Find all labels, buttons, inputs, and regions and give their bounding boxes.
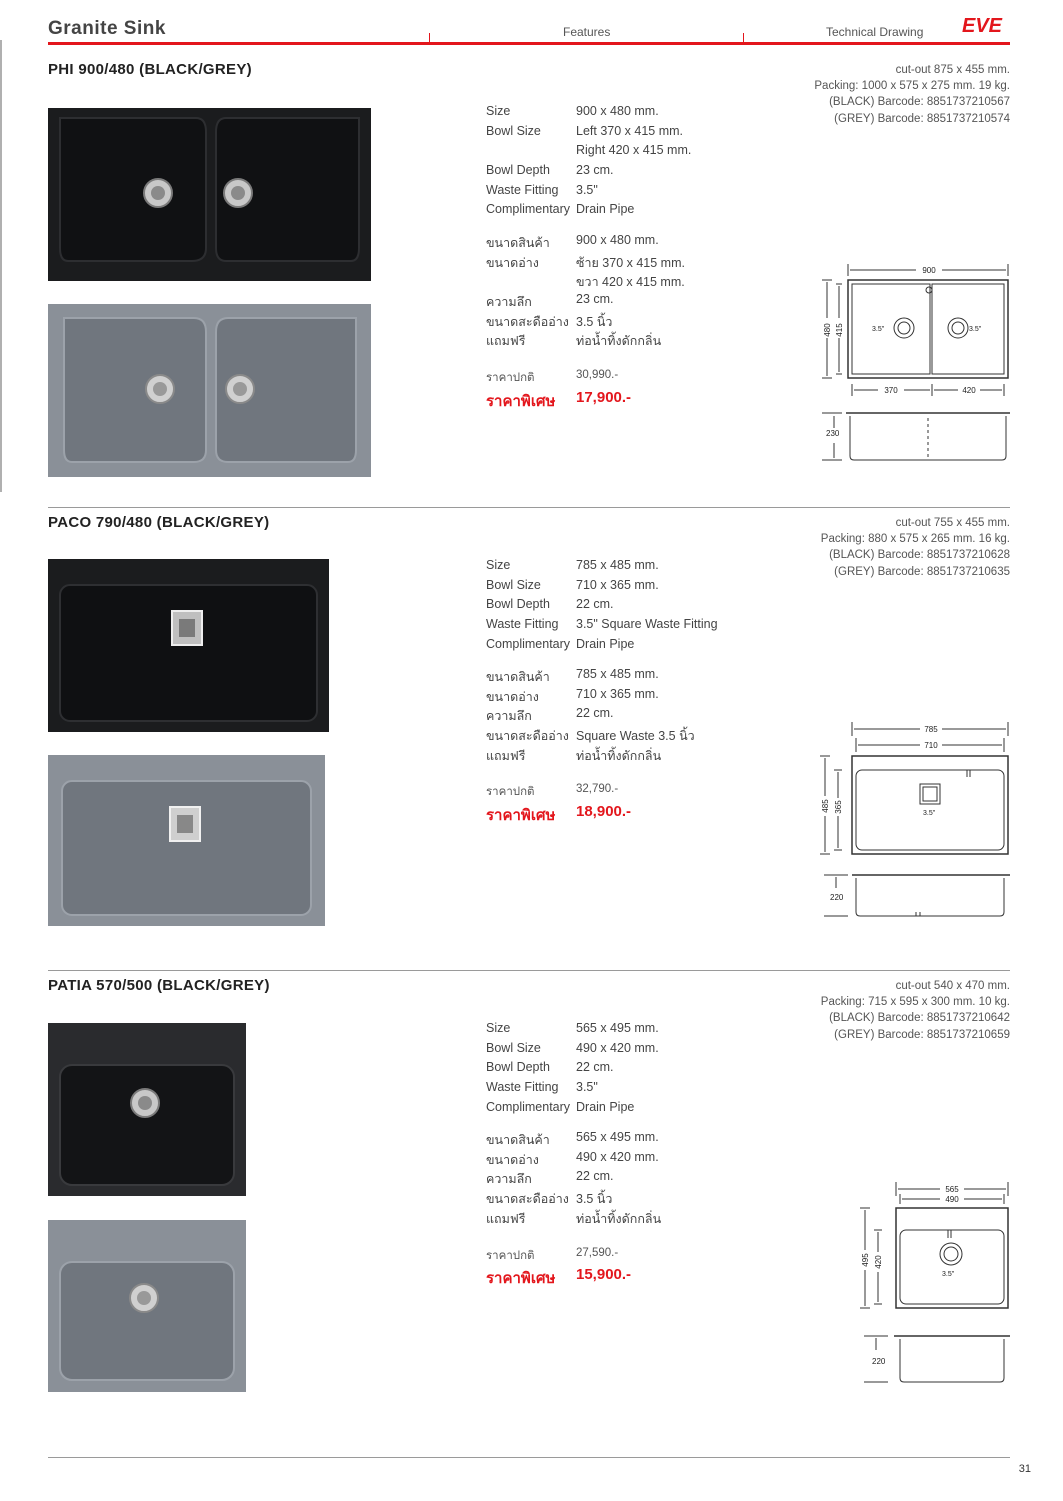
- dim-bowl-width-text: 490: [945, 1195, 959, 1204]
- dim-width-text: 900: [922, 266, 936, 275]
- paco-black-photo: [48, 559, 329, 732]
- product-meta-phi: [814, 62, 1010, 127]
- cutout-text: cut-out 755 x 455 mm.: [895, 517, 1010, 529]
- product-meta-patia: [821, 978, 1010, 1043]
- dim-depth-text: 220: [872, 1357, 886, 1366]
- product-meta-paco: [821, 515, 1010, 580]
- dim-width-text: 565: [945, 1185, 959, 1194]
- cutout-text: cut-out 875 x 455 mm.: [895, 64, 1010, 76]
- barcode-black: (BLACK) Barcode: 8851737210567: [829, 96, 1010, 109]
- technical-drawing-column-header: Technical Drawing: [826, 25, 924, 39]
- product-title-paco: PACO 790/480 (BLACK/GREY): [48, 514, 270, 531]
- barcode-grey: (GREY) Barcode: 8851737210635: [834, 565, 1010, 578]
- cutout-text: cut-out 540 x 470 mm.: [895, 980, 1010, 992]
- eve-logo-text: EVE: [962, 15, 1003, 37]
- product-title-phi: PHI 900/480 (BLACK/GREY): [48, 61, 252, 78]
- phi-technical-drawing: [812, 258, 1012, 468]
- paco-technical-drawing: [812, 722, 1012, 922]
- waste-label: 3.5": [872, 326, 885, 333]
- paco-grey-photo: [48, 755, 325, 926]
- section-divider: [48, 970, 1010, 971]
- section-divider: [48, 507, 1010, 508]
- dim-height-text: 480: [823, 323, 832, 337]
- patia-technical-drawing: [852, 1180, 1012, 1390]
- header-divider-tick: [743, 33, 744, 44]
- dim-bowl-height-text: 415: [835, 323, 844, 337]
- patia-grey-photo: [48, 1220, 246, 1392]
- features-column-header: Features: [563, 25, 611, 39]
- dim-bowl-height-text: 365: [834, 800, 843, 814]
- packing-text: Packing: 715 x 595 x 300 mm. 10 kg.: [820, 996, 1010, 1009]
- dim-width-text: 785: [924, 725, 938, 734]
- dim-right-bowl-text: 420: [962, 386, 976, 395]
- dim-height-text: 485: [821, 799, 830, 813]
- dim-depth-text: 220: [830, 893, 844, 902]
- dim-bowl-width-text: 710: [924, 741, 938, 750]
- packing-text: Packing: 1000 x 575 x 275 mm. 19 kg.: [814, 80, 1010, 93]
- header-red-bar: [48, 42, 1010, 45]
- barcode-black: (BLACK) Barcode: 8851737210642: [829, 1012, 1010, 1025]
- packing-text: Packing: 880 x 575 x 265 mm. 16 kg.: [820, 533, 1010, 546]
- dim-bowl-height-text: 420: [874, 1255, 883, 1269]
- patia-black-photo: [48, 1023, 246, 1196]
- header-divider-tick: [429, 33, 430, 44]
- page-title: Granite Sink: [48, 18, 166, 39]
- waste-label: 3.5": [969, 326, 982, 333]
- waste-label: 3.5": [923, 810, 936, 817]
- dim-left-bowl-text: 370: [884, 386, 898, 395]
- barcode-grey: (GREY) Barcode: 8851737210659: [834, 1028, 1010, 1041]
- footer-divider: [48, 1457, 1010, 1458]
- eve-logo: [960, 12, 1012, 38]
- phi-grey-photo: [48, 304, 371, 477]
- barcode-grey: (GREY) Barcode: 8851737210574: [834, 112, 1010, 125]
- dim-height-text: 495: [861, 1253, 870, 1267]
- product-title-patia: PATIA 570/500 (BLACK/GREY): [48, 977, 270, 994]
- barcode-black: (BLACK) Barcode: 8851737210628: [829, 549, 1010, 562]
- waste-label: 3.5": [942, 1271, 955, 1278]
- dim-depth-text: 230: [826, 429, 840, 438]
- phi-black-photo: [48, 108, 371, 281]
- page-edge-line: [0, 40, 2, 492]
- page-number: 31: [1018, 1463, 1031, 1475]
